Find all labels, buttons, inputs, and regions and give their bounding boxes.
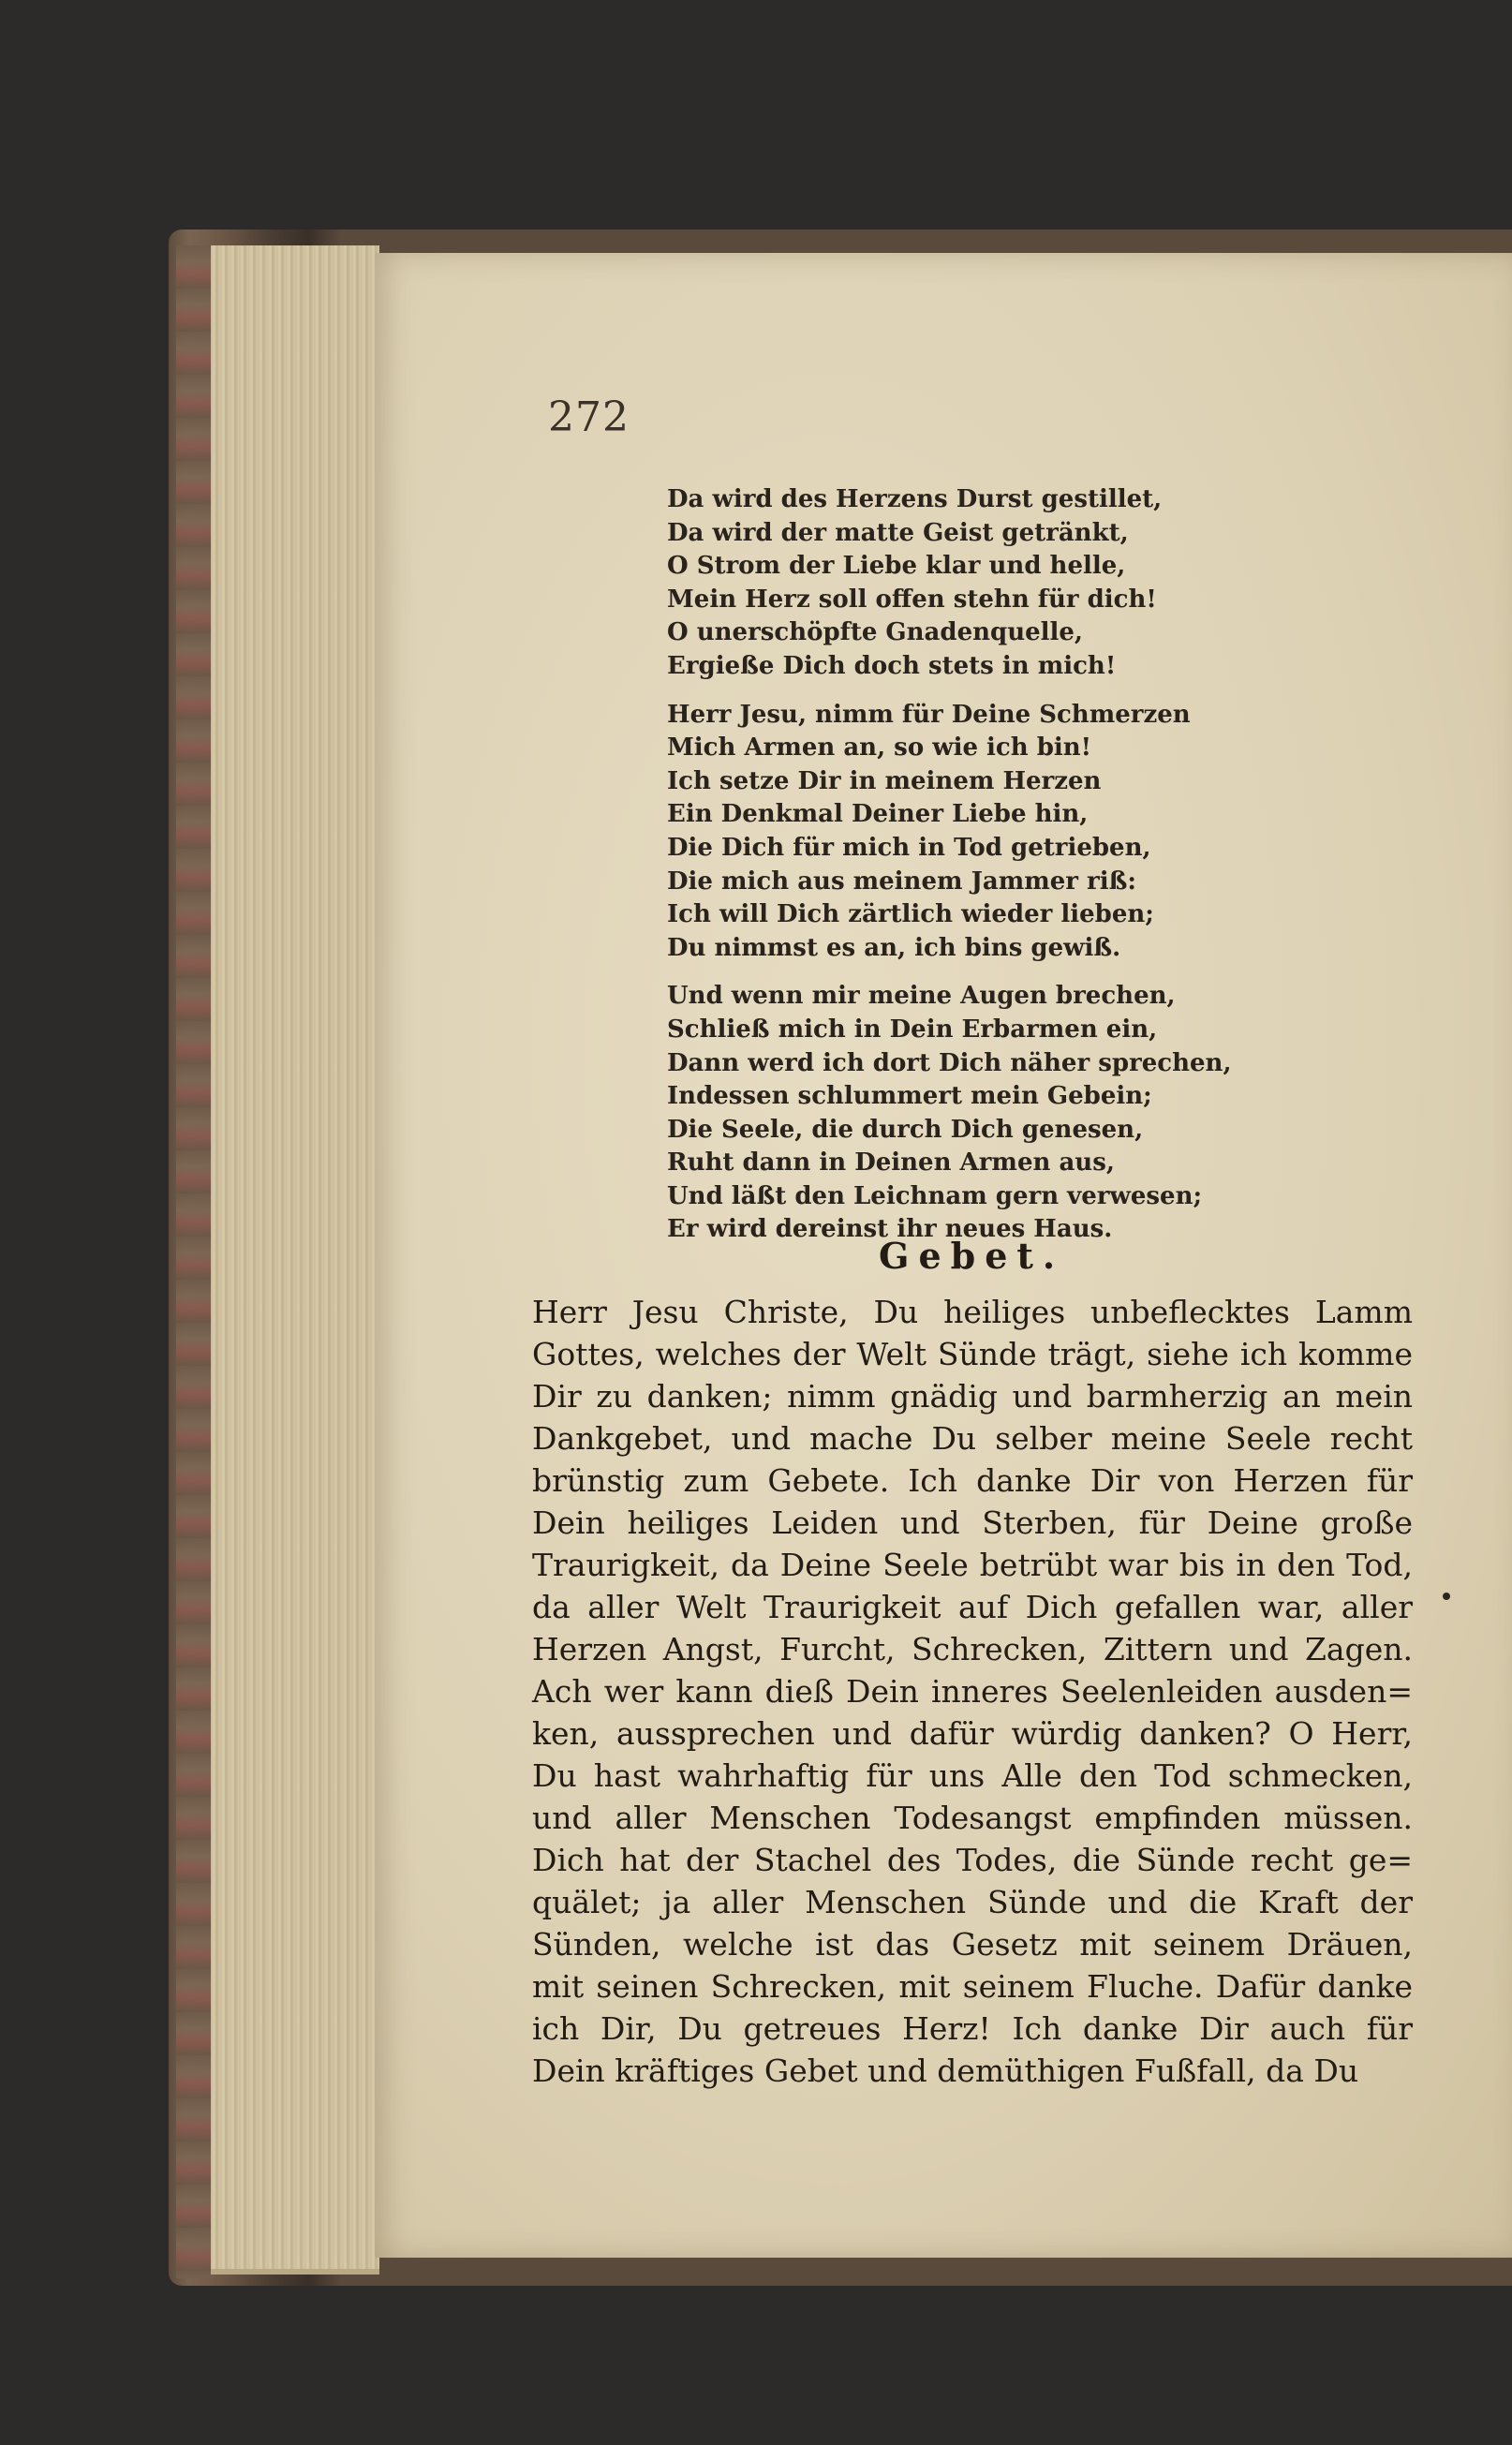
book-spine-edge [176, 245, 214, 2278]
poem-line: Er wird dereinst ihr neues Haus. [667, 1215, 1113, 1244]
prayer-line: und aller Menschen Todesangst empfinden müssen. [532, 1800, 1413, 1836]
prayer-line: da aller Welt Traurigkeit auf Dich gefallen war, aller [532, 1589, 1413, 1625]
poem-line: Die Seele, die durch Dich genesen, [667, 1115, 1144, 1144]
poem-line: Herr Jesu, nimm für Deine Schmerzen [667, 700, 1191, 729]
poem-line: Ich will Dich zärtlich wieder lieben; [667, 900, 1154, 929]
ink-dot [1443, 1593, 1450, 1600]
prayer-line: Sünden, welche ist das Gesetz mit seinem Dräuen, [532, 1926, 1413, 1963]
page-stack [211, 245, 379, 2275]
prayer-line: Dich hat der Stachel des Todes, die Sünde recht ge= [532, 1842, 1413, 1878]
poem [667, 483, 1276, 1262]
prayer-line: Herzen Angst, Furcht, Schrecken, Zittern und Zagen. [532, 1631, 1413, 1667]
poem-line: Mich Armen an, so wie ich bin! [667, 734, 1092, 763]
prayer-line: Dein heiliges Leiden und Sterben, für Deine große [532, 1504, 1413, 1541]
poem-line: Da wird der matte Geist getränkt, [667, 518, 1129, 547]
poem-line: Du nimmst es an, ich bins gewiß. [667, 933, 1121, 962]
poem-line: Ein Denkmal Deiner Liebe hin, [667, 800, 1089, 829]
poem-line: O unerschöpfte Gnadenquelle, [667, 618, 1083, 647]
prayer-line: Herr Jesu Christe, Du heiliges unbeflecktes Lamm [532, 1294, 1413, 1330]
poem-line: Die mich aus meinem Jammer riß: [667, 867, 1136, 896]
prayer-line: Dein kräftiges Gebet und demüthigen Fußfall, da Du [532, 2052, 1359, 2089]
prayer-line: ken, aussprechen und dafür würdig danken? O Herr, [532, 1715, 1413, 1752]
poem-stanza [667, 699, 1276, 966]
poem-line: Dann werd ich dort Dich näher sprechen, [667, 1048, 1232, 1077]
prayer-line: Dankgebet, und mache Du selber meine Seele recht [532, 1420, 1413, 1457]
poem-line: Und läßt den Leichnam gern verwesen; [667, 1181, 1203, 1210]
poem-stanza [667, 483, 1276, 684]
poem-line: Ich setze Dir in meinem Herzen [667, 766, 1102, 795]
poem-line: Indessen schlummert mein Gebein; [667, 1082, 1152, 1111]
prayer-line: Du hast wahrhaftig für uns Alle den Tod schmecken, [532, 1757, 1413, 1794]
prayer-body [532, 1291, 1413, 2092]
page-number: 272 [548, 393, 630, 441]
prayer-line: Gottes, welches der Welt Sünde trägt, siehe ich komme [532, 1336, 1413, 1372]
prayer-line: mit seinen Schrecken, mit seinem Fluche. Dafür danke [532, 1968, 1413, 2005]
poem-line: Ergieße Dich doch stets in mich! [667, 651, 1117, 680]
prayer-line: Dir zu danken; nimm gnädig und barmherzig an mein [532, 1378, 1413, 1415]
poem-line: Schließ mich in Dein Erbarmen ein, [667, 1015, 1158, 1044]
poem-line: Und wenn mir meine Augen brechen, [667, 982, 1176, 1011]
poem-line: Mein Herz soll offen stehn für dich! [667, 585, 1157, 614]
prayer-line: brünstig zum Gebete. Ich danke Dir von Herzen für [532, 1462, 1413, 1499]
prayer-line: ich Dir, Du getreues Herz! Ich danke Dir auch für [532, 2010, 1413, 2047]
poem-line: Ruht dann in Deinen Armen aus, [667, 1148, 1115, 1178]
poem-line: Da wird des Herzens Durst gestillet, [667, 485, 1163, 513]
poem-line: O Strom der Liebe klar und helle, [667, 552, 1126, 581]
prayer-line: Ach wer kann dieß Dein inneres Seelenleiden ausden= [532, 1673, 1413, 1710]
prayer-line: Traurigkeit, da Deine Seele betrübt war bis in den Tod, [532, 1547, 1413, 1583]
prayer-title: Gebet. [879, 1235, 1065, 1277]
poem-line: Die Dich für mich in Tod getrieben, [667, 833, 1151, 862]
prayer-line: quälet; ja aller Menschen Sünde und die Kraft der [532, 1884, 1413, 1920]
poem-stanza [667, 980, 1276, 1247]
